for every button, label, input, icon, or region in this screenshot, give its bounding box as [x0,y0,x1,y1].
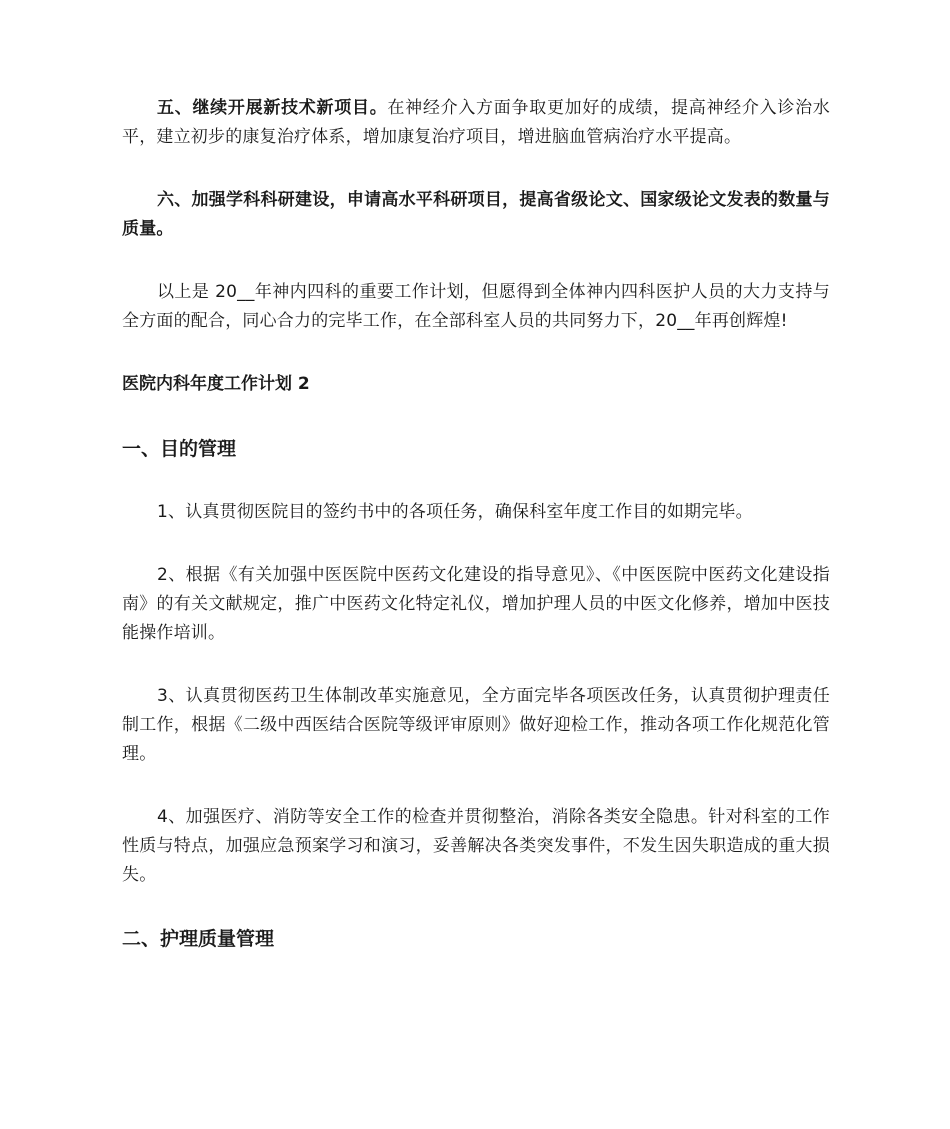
paragraph-summary: 以上是 20__年神内四科的重要工作计划，但愿得到全体神内四科医护人员的大力支持与全方面的配合，同心合力的完毕工作，在全部科室人员的共同努力下，20__年再创辉煌! [122,282,830,331]
paragraph-body: 在神经介入方面争取更加好的成绩，提高神经介入诊治水平，建立初步的康复治疗体系，增加康复治疗项目，增进脑血管病治疗水平提高。 [122,98,830,147]
paragraph-new-tech [122,94,830,152]
document-subtitle: 医院内科年度工作计划 2 [122,374,310,394]
section-heading-goal-management: 一、目的管理 [122,438,237,460]
list-item: 3、认真贯彻医药卫生体制改革实施意见，全方面完毕各项医改任务，认真贯彻护理责任制工作，根据《二级中西医结合医院等级评审原则》做好迎检工作，推动各项工作化规范化管理。 [122,686,830,764]
list-item: 1、认真贯彻医院目的签约书中的各项任务，确保科室年度工作目的如期完毕。 [157,502,753,522]
document-page [122,94,830,988]
paragraph-research: 六、加强学科科研建设，申请高水平科研项目，提高省级论文、国家级论文发表的数量与质量。 [122,190,830,239]
list-item: 2、根据《有关加强中医医院中医药文化建设的指导意见》、《中医医院中医药文化建设指南》的有关文献规定，推广中医药文化特定礼仪，增加护理人员的中医文化修养，增加中医技能操作培训。 [122,565,830,643]
list-item: 4、加强医疗、消防等安全工作的检查并贯彻整治，消除各类安全隐患。针对科室的工作性质与特点，加强应急预案学习和演习，妥善解决各类突发事件，不发生因失职造成的重大损失。 [122,807,830,885]
paragraph-lead: 五、继续开展新技术新项目。 [157,98,388,118]
section-heading-nursing-quality: 二、护理质量管理 [122,928,275,950]
